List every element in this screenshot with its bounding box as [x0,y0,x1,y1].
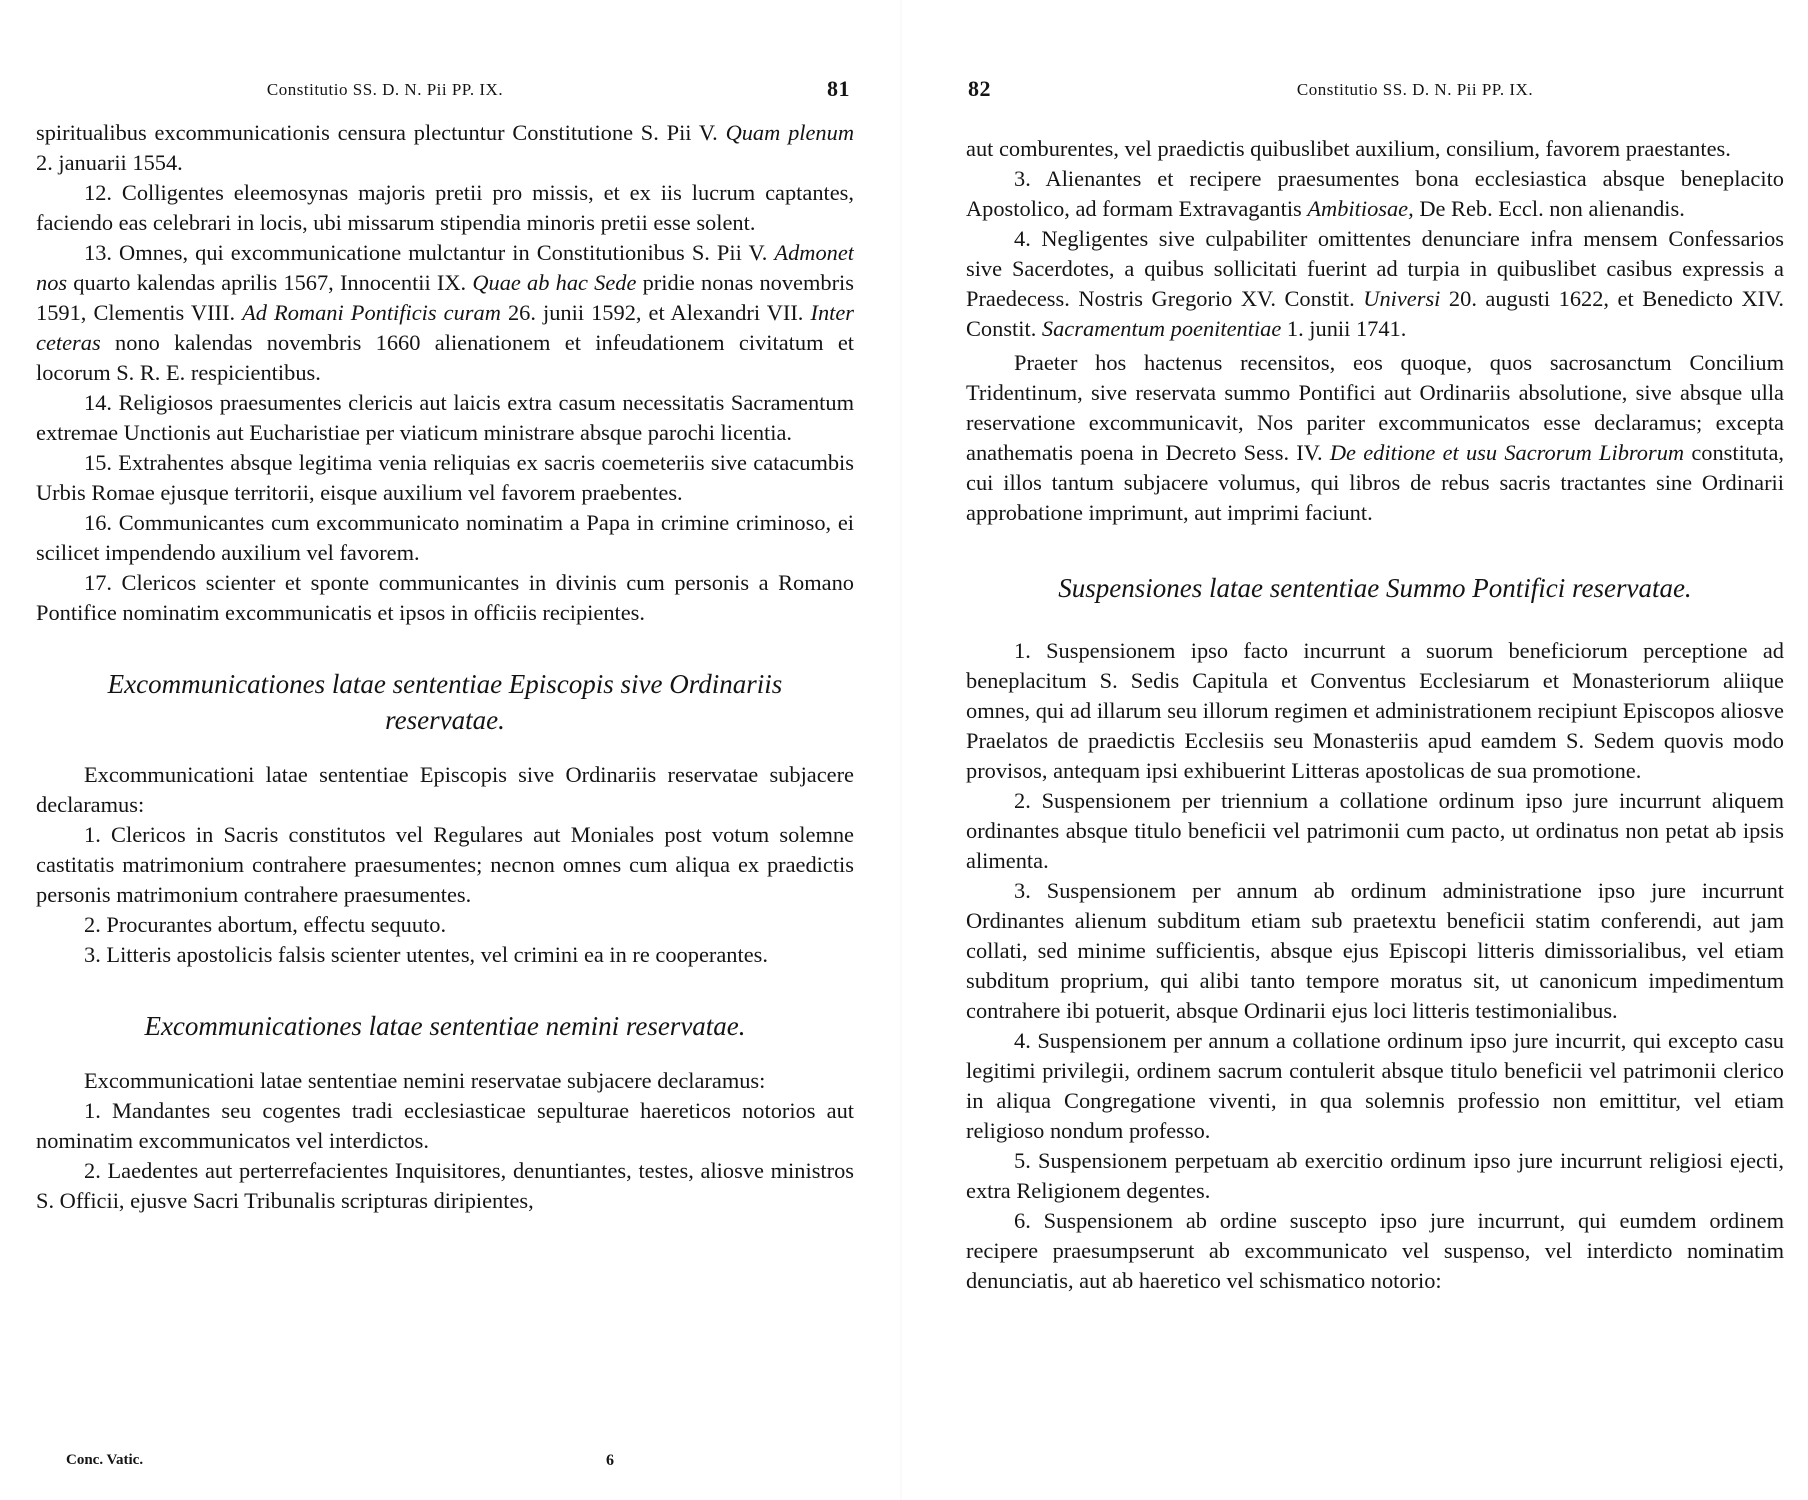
left-page-footer [66,1452,854,1469]
paragraph: 2. Laedentes aut perterrefacientes Inquisitores, denuntiantes, testes, aliosve ministros S. Officii, ejusve Sacri Tribunalis scripturas diripientes, [36,1158,854,1213]
paragraph: 1. Mandantes seu cogentes tradi ecclesiasticae sepulturae haereticos notorios aut nominatim excommunicatos vel interdictos. [36,1098,854,1153]
paragraph: 12. Colligentes eleemosynas majoris pretii pro missis, et ex iis lucrum captantes, faciendo eas celebrari in locis, ubi missarum stipendia minoris pretii esse solent. [36,180,854,235]
paragraph: 16. Communicantes cum excommunicato nominatim a Papa in crimine criminoso, ei scilicet impendendo auxilium vel favorem. [36,510,854,565]
paragraph: 15. Extrahentes absque legitima venia reliquias ex sacris coemeteriis sive catacumbis Urbis Romae ejusque territorii, eisque auxilium vel favorem praebentes. [36,450,854,505]
paragraph: aut comburentes, vel praedictis quibuslibet auxilium, consilium, favorem praestantes. [966,136,1731,161]
paragraph: 13. Omnes, qui excommunicatione mulctantur in Constitutionibus S. Pii V. Admonet nos quarto kalendas aprilis 1567, Innocentii IX. Quae ab hac Sede pridie nonas novembris 1591, Clementis VIII. Ad Romani Pontificis curam 26. junii 1592, et Alexandri VII. Inter ceteras nono kalendas novembris 1660 alienationem et infeudationem civitatum et locorum S. R. E. respicientibus. [36,240,854,385]
footer-signature-number: 6 [606,1452,614,1469]
running-title: Constitutio SS. D. N. Pii PP. IX. [1296,80,1534,99]
paragraph: 14. Religiosos praesumentes clericis aut laicis extra casum necessitatis Sacramentum extremae Unctionis aut Eucharistiae per viaticum ministrare absque parochi licentia. [36,390,854,445]
section-heading: Excommunicationes latae sententiae Episcopis sive Ordinariis reservatae. [107,669,783,735]
paragraph: 4. Negligentes sive culpabiliter omittentes denunciare infra mensem Confessarios sive Sacerdotes, a quibus sollicitati fuerint ad turpia in quibuslibet casibus expressis a Praedecess. Nostris Gregorio XV. Constit. Universi 20. augusti 1622, et Benedicto XIV. Constit. Sacramentum poenitentiae 1. junii 1741. [966,226,1784,341]
paragraph: spiritualibus excommunicationis censura plectuntur Constitutione S. Pii V. Quam plenum 2. januarii 1554. [36,120,854,175]
paragraph: Excommunicationi latae sententiae nemini reservatae subjacere declaramus: [84,1068,766,1093]
paragraph: 3. Suspensionem per annum ab ordinum administratione ipso jure incurrunt Ordinantes alienum subditum etiam sub praetextu beneficii statim conferendi, aut jam collati, sed minime sufficientis, absque ejus Episcopi litteris dimissorialibus, vel etiam subditum proprium, qui alibi tanto tempore moratus sit, ut canonicum impedimentum contrahere ibi potuerit, absque Ordinarii ejus loci litteris testimonialibus. [966,878,1784,1023]
book-gutter [900,0,902,1500]
left-page-body [36,118,854,1216]
left-page-header [36,76,854,110]
paragraph: Excommunicationi latae sententiae Episcopis sive Ordinariis reservatae subjacere declaramus: [36,762,854,817]
paragraph: 4. Suspensionem per annum a collatione ordinum ipso jure incurrit, qui excepto casu legitimi privilegii, ordinem sacrum contulerit absque titulo beneficii vel patrimonii clerico in aliqua Congregatione viventi, in qua solemnis professio non emittitur, vel etiam religioso nondum professo. [966,1028,1784,1143]
paragraph: 6. Suspensionem ab ordine suscepto ipso jure incurrunt, qui eumdem ordinem recipere praesumpserunt ab excommunicato vel suspenso, vel interdicto nominatim denunciatis, aut ab haeretico vel schismatico notorio: [966,1208,1784,1293]
paragraph: 3. Alienantes et recipere praesumentes bona ecclesiastica absque beneplacito Apostolico, ad formam Extravagantis Ambitiosae, De Reb. Eccl. non alienandis. [966,166,1784,221]
section-heading: Suspensiones latae sententiae Summo Pontifici reservatae. [1058,573,1692,603]
page-number: 82 [968,76,991,101]
right-page [966,0,1784,1500]
right-page-header [966,76,1784,110]
footer-signature-label: Conc. Vatic. [66,1452,144,1468]
paragraph: 17. Clericos scienter et sponte communicantes in divinis cum personis a Romano Pontifice nominatim excommunicatis et ipsos in officiis recipientes. [36,570,854,625]
left-page [36,0,854,1500]
paragraph: 5. Suspensionem perpetuam ab exercitio ordinum ipso jure incurrunt religiosi ejecti, extra Religionem degentes. [966,1148,1784,1203]
paragraph: 2. Suspensionem per triennium a collatione ordinum ipso jure incurrunt aliquem ordinantes absque titulo beneficii vel patrimonii cum pacto, ut ordinatus non petat ab ipsis alimenta. [966,788,1784,873]
paragraph: Praeter hos hactenus recensitos, eos quoque, quos sacrosanctum Concilium Tridentinum, sive reservata summo Pontifici aut Ordinariis absolutione, sive absque ulla reservatione excommunicavit, Nos pariter excommunicatos esse declaramus; excepta anathematis poena in Decreto Sess. IV. De editione et usu Sacrorum Librorum constituta, cui illos tantum subjacere volumus, qui libros de rebus sacris tractantes sine Ordinarii approbatione imprimunt, aut imprimi faciunt. [966,350,1784,525]
right-page-body [966,134,1784,1296]
page-number: 81 [827,76,850,101]
paragraph: 1. Suspensionem ipso facto incurrunt a suorum beneficiorum perceptione ad beneplacitum S. Sedis Capitula et Conventus Ecclesiarum et Monasteriorum aliique omnes, qui ad illarum seu illorum regimen et administrationem recipiunt Episcopos aliosve Praelatos de praedictis Ecclesiis seu Monasteriis apud eamdem S. Sedem quovis modo provisos, antequam ipsi exhibuerint Litteras apostolicas de sua promotione. [966,638,1784,783]
section-heading: Excommunicationes latae sententiae nemini reservatae. [144,1011,746,1041]
paragraph: 2. Procurantes abortum, effectu sequuto. [84,912,447,937]
paragraph: 1. Clericos in Sacris constitutos vel Regulares aut Moniales post votum solemne castitatis matrimonium contrahere praesumentes; necnon omnes cum aliqua ex praedictis personis matrimonium contrahere praesumentes. [36,822,854,907]
paragraph: 3. Litteris apostolicis falsis scienter utentes, vel crimini ea in re cooperantes. [84,942,768,967]
running-title: Constitutio SS. D. N. Pii PP. IX. [266,80,504,99]
